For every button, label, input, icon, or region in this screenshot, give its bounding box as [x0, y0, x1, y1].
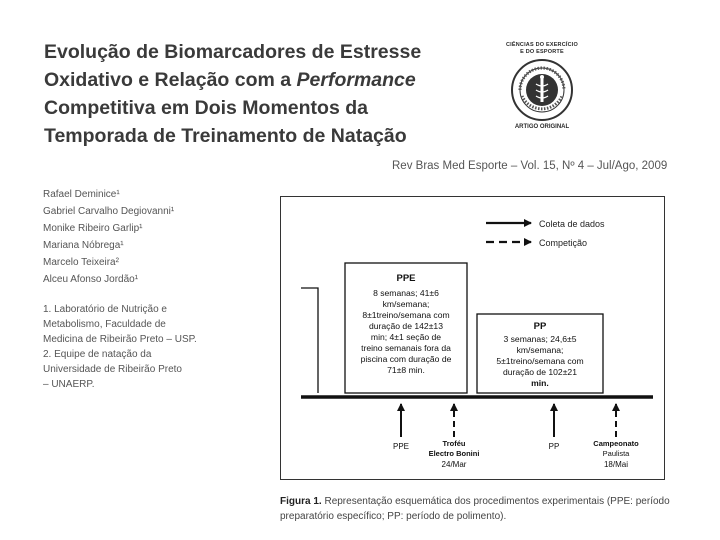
ppe-title: PPE — [396, 273, 416, 284]
marker-trofeu-label-1: Troféu — [442, 439, 466, 448]
journal-logo — [492, 42, 592, 130]
title-italic-word: Performance — [296, 69, 416, 91]
affiliations — [43, 302, 223, 392]
pp-title: PP — [533, 321, 547, 332]
ppe-text-1: 8 semanas; 41±6 — [373, 288, 439, 298]
marker-pp-label: PP — [548, 442, 560, 451]
author-1: Rafael Deminice¹ — [43, 189, 120, 200]
society-seal-icon — [510, 58, 574, 122]
author-3: Monike Ribeiro Garlip¹ — [43, 223, 143, 234]
pp-text-3: 5±1treino/semana com — [496, 356, 584, 366]
marker-paulista-date: 18/Mai — [603, 460, 629, 469]
article-title — [44, 38, 444, 150]
title-line-3: Competitiva em Dois Momentos da — [44, 97, 368, 119]
marker-paulista-label-1: Campeonato — [593, 439, 639, 448]
pp-text-1: 3 semanas; 24,6±5 — [503, 334, 577, 344]
affiliation-line-2: Metabolismo, Faculdade de — [43, 319, 166, 330]
title-line-2 — [44, 66, 444, 94]
author-2: Gabriel Carvalho Degiovanni¹ — [43, 206, 175, 217]
journal-citation: Rev Bras Med Esporte – Vol. 15, Nº 4 – Jul/Ago, 2009 — [392, 160, 668, 172]
legend-solid-label: Coleta de dados — [539, 219, 605, 229]
caption-text: Representação esquemática dos procedimentos experimentais (PPE: período preparatório específico; PP: período de polimento). — [280, 496, 670, 522]
figure-caption — [280, 494, 700, 524]
affiliation-line-3: Medicina de Ribeirão Preto – USP. — [43, 334, 197, 345]
marker-paulista-label-2: Paulista — [602, 449, 630, 458]
timeline-diagram — [281, 197, 663, 478]
ppe-text-5: min; 4±1 seção de — [370, 332, 442, 342]
title-line-4: Temporada de Treinamento de Natação — [44, 125, 407, 147]
author-5: Marcelo Teixeira² — [43, 257, 119, 268]
ppe-text-3: 8±1treino/semana com — [362, 310, 450, 320]
prior-period-outline — [301, 288, 318, 393]
ppe-text-8: 71±8 min. — [387, 365, 425, 375]
ppe-text-4: duração de 142±13 — [368, 321, 444, 331]
title-line-1: Evolução de Biomarcadores de Estresse — [44, 41, 422, 63]
author-4: Mariana Nóbrega¹ — [43, 240, 124, 251]
title-line-2-text: Oxidativo e Relação com a — [44, 69, 297, 91]
logo-top-line-2: E DO ESPORTE — [520, 49, 564, 55]
logo-top-line-1: CIÊNCIAS DO EXERCÍCIO — [505, 42, 579, 48]
logo-bottom-label: ARTIGO ORIGINAL — [514, 124, 570, 130]
affiliation-line-1: 1. Laboratório de Nutrição e — [43, 304, 167, 315]
pp-text-5: min. — [531, 378, 549, 388]
marker-trofeu-date: 24/Mar — [441, 460, 467, 469]
marker-ppe-label: PPE — [392, 442, 410, 451]
affiliation-line-4: 2. Equipe de natação da — [43, 349, 152, 360]
caption-label: Figura 1. — [280, 496, 322, 507]
figure-1-diagram — [280, 196, 665, 480]
ppe-text-6: treino semanais fora da — [361, 343, 451, 353]
affiliation-line-6: – UNAERP. — [43, 379, 95, 390]
author-list — [43, 186, 174, 288]
pp-text-2: km/semana; — [516, 345, 564, 355]
ppe-text-7: piscina com duração de — [360, 354, 452, 364]
legend — [486, 219, 605, 248]
ppe-text-2: km/semana; — [382, 299, 430, 309]
marker-trofeu-label-2: Electro Bonini — [428, 449, 480, 458]
pp-text-4: duração de 102±21 — [502, 367, 578, 377]
legend-dashed-label: Competição — [539, 238, 588, 248]
affiliation-line-5: Universidade de Ribeirão Preto — [43, 364, 182, 375]
author-6: Alceu Afonso Jordão¹ — [43, 274, 139, 285]
